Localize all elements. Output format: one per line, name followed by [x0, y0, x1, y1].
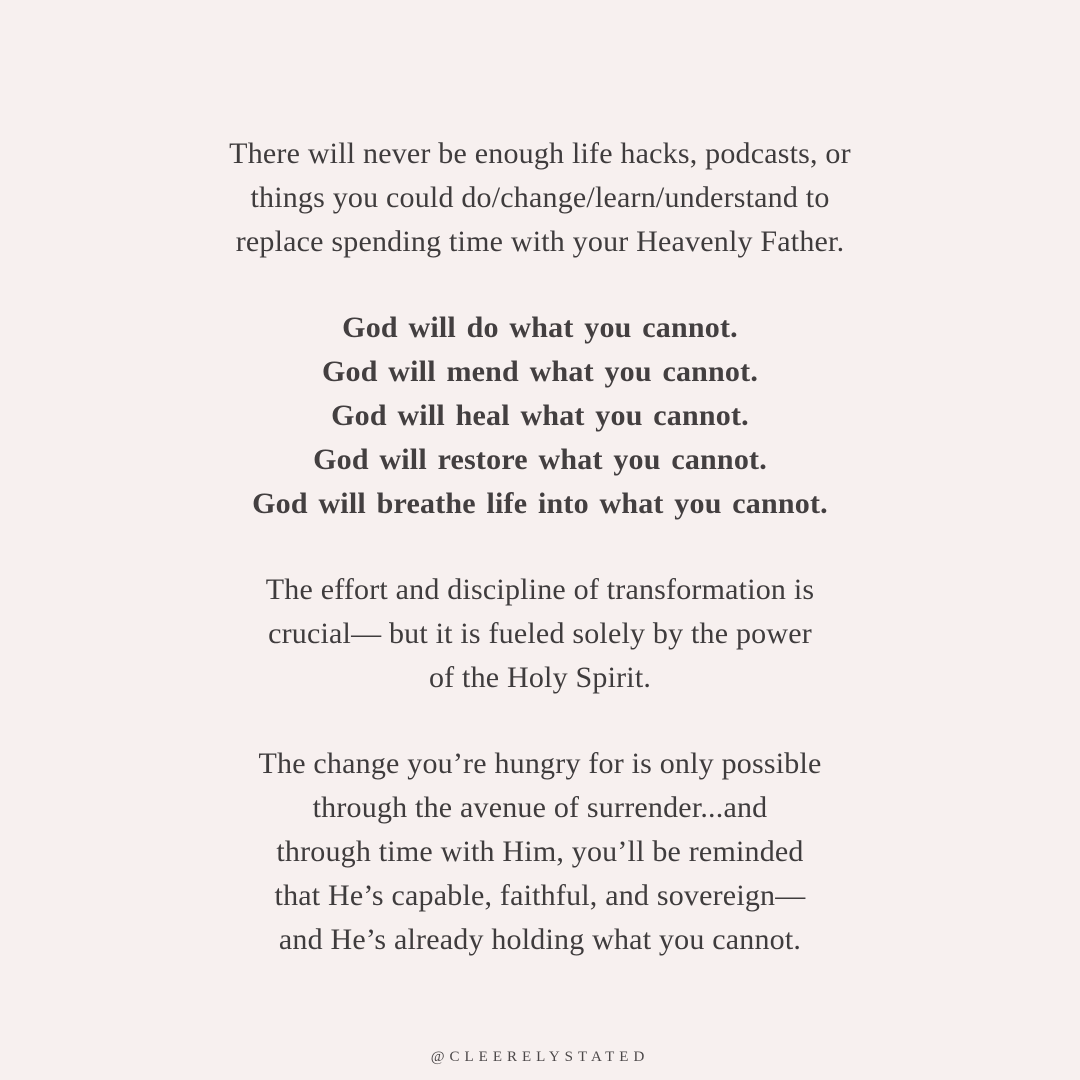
- quote-line: through the avenue of surrender...and: [312, 791, 768, 824]
- quote-paragraph-effort: [0, 568, 1080, 700]
- quote-line: crucial— but it is fueled solely by the power: [268, 617, 812, 650]
- quote-paragraph-intro: [0, 132, 1080, 264]
- quote-line: of the Holy Spirit.: [428, 661, 652, 694]
- quote-line: There will never be enough life hacks, podcasts, or: [229, 137, 851, 170]
- quote-line: that He’s capable, faithful, and sovereign—: [274, 879, 806, 912]
- quote-line: The effort and discipline of transformation is: [265, 573, 815, 606]
- quote-line: through time with Him, you’ll be reminded: [276, 835, 804, 868]
- quote-line: things you could do/change/learn/understand to: [250, 181, 830, 214]
- quote-line: The change you’re hungry for is only possible: [258, 747, 822, 780]
- quote-paragraph-god-will: [0, 306, 1080, 526]
- quote-paragraph-change: [0, 742, 1080, 962]
- quote-line: God will heal what you cannot.: [331, 399, 749, 432]
- quote-line: God will do what you cannot.: [342, 311, 738, 344]
- quote-line: and He’s already holding what you cannot.: [278, 923, 802, 956]
- watermark-handle: @CLEERELYSTATED: [430, 1049, 650, 1065]
- quote-line: God will breathe life into what you cannot.: [252, 487, 828, 520]
- quote-line: God will mend what you cannot.: [321, 355, 759, 388]
- quote-line: God will restore what you cannot.: [313, 443, 767, 476]
- quote-line: replace spending time with your Heavenly Father.: [235, 225, 845, 258]
